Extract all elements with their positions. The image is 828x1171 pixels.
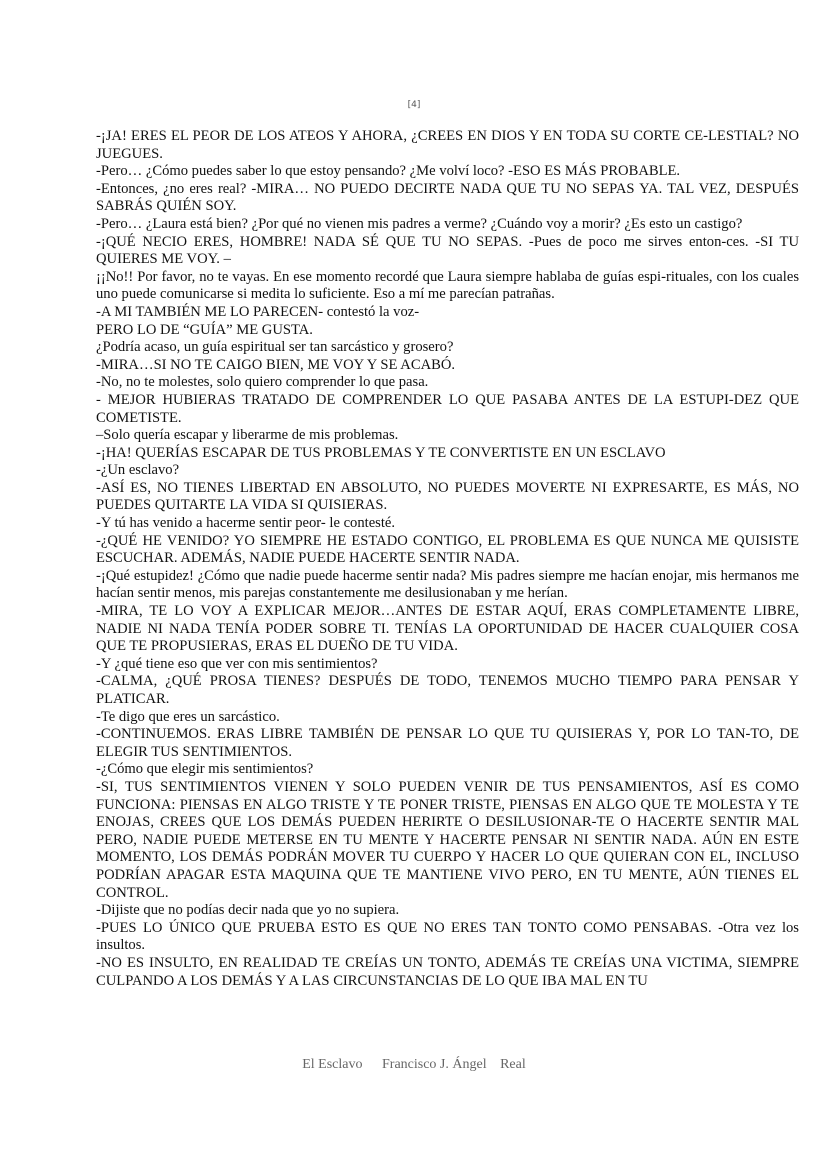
paragraph: -No, no te molestes, solo quiero comprender lo que pasa. [96,374,429,391]
paragraph: -¿Un esclavo? [96,462,180,479]
paragraph: -MIRA, TE LO VOY A EXPLICAR MEJOR…ANTES DE ESTAR AQUÍ, ERAS COMPLETAMENTE LIBRE, NADIE NI NADA TENÍA PODER SOBRE TI. TENÍAS LA OPORTUNIDAD DE HACER CUALQUIER COSA QUE TE PROPUSIERAS, ERAS EL DUEÑO DE TU VIDA. [96,603,799,655]
paragraph: -A MI TAMBIÉN ME LO PARECEN- contestó la voz- [96,303,420,320]
paragraph: -PUES LO ÚNICO QUE PRUEBA ESTO ES QUE NO ERES TAN TONTO COMO PENSABAS. -Otra vez los insultos. [96,919,799,954]
paragraph: -Pero… ¿Cómo puedes saber lo que estoy pensando? ¿Me volví loco? -ESO ES MÁS PROBABLE. [96,163,681,180]
paragraph: -¿QUÉ HE VENIDO? YO SIEMPRE HE ESTADO CONTIGO, EL PROBLEMA ES QUE NUNCA ME QUISISTE ESCUCHAR. ADEMÁS, NADIE PUEDE HACERTE SENTIR NADA. [96,532,799,567]
paragraph: -MIRA…SI NO TE CAIGO BIEN, ME VOY Y SE ACABÓ. [96,356,456,373]
paragraph: -CALMA, ¿QUÉ PROSA TIENES? DESPUÉS DE TODO, TENEMOS MUCHO TIEMPO PARA PENSAR Y PLATICAR. [96,673,799,707]
paragraph: -Entonces, ¿no eres real? -MIRA… NO PUEDO DECIRTE NADA QUE TU NO SEPAS YA. TAL VEZ, DESPUÉS SABRÁS QUIÉN SOY. [96,180,799,215]
footer-publisher: Real [500,1057,526,1072]
paragraph: -SI, TUS SENTIMIENTOS VIENEN Y SOLO PUEDEN VENIR DE TUS PENSAMIENTOS, ASÍ ES COMO FUNCIONA: PIENSAS EN ALGO TRISTE Y TE PONER TRISTE, PIENSAS EN ALGO QUE TE MOLESTA Y TE ENOJAS, CREES QUE LOS DEMÁS PUEDEN HERIRTE O DESILUSIONAR-TE O HACERTE SENTIR MAL PERO, NADIE PUEDE METERSE EN TU MENTE Y HACERTE PENSAR NI SENTIR NADA. AÚN EN ESTE MOMENTO, LOS DEMÁS PODRÁN MOVER TU CUERPO Y HACER LO QUE QUIERAN CON EL, INCLUSO PODRÍAN APAGAR ESTA MAQUINA QUE TE MANTIENE VIVO PERO, EN TU MENTE, AÚN TIENES EL CONTROL. [96,778,799,901]
paragraph: –Solo quería escapar y liberarme de mis problemas. [96,427,399,444]
page-footer [0,1057,828,1073]
paragraph: -Te digo que eres un sarcástico. [96,708,280,725]
paragraph: -¡Qué estupidez! ¿Cómo que nadie puede hacerme sentir nada? Mis padres siempre me hacían enojar, mis hermanos me hacían sentir menos, mis parejas constantemente me desilusionaban y me herían. [96,567,799,602]
paragraph: -¡JA! ERES EL PEOR DE LOS ATEOS Y AHORA, ¿CREES EN DIOS Y EN TODA SU CORTE CE-LESTIAL? NO JUEGUES. [96,128,799,162]
paragraph: -Y ¿qué tiene eso que ver con mis sentimientos? [96,655,378,672]
page-number: [4] [407,100,421,110]
footer-author: Francisco J. Ángel [382,1057,487,1072]
paragraph: -NO ES INSULTO, EN REALIDAD TE CREÍAS UN TONTO, ADEMÁS TE CREÍAS UNA VICTIMA, SIEMPRE CULPANDO A LOS DEMÁS Y A LAS CIRCUNSTANCIAS DE LO QUE IBA MAL EN TU [96,954,799,989]
paragraph: -¡QUÉ NECIO ERES, HOMBRE! NADA SÉ QUE TU NO SEPAS. -Pues de poco me sirves enton-ces. -SI TU QUIERES ME VOY. – [96,233,799,268]
paragraph: -¡HA! QUERÍAS ESCAPAR DE TUS PROBLEMAS Y TE CONVERTISTE EN UN ESCLAVO [96,444,666,461]
paragraph: -¿Cómo que elegir mis sentimientos? [96,761,314,778]
paragraph: ¡¡No!! Por favor, no te vayas. En ese momento recordé que Laura siempre hablaba de guías espi-rituales, con los cuales uno puede comunicarse si medita lo suficiente. Eso a mí me parecían patrañas. [96,268,799,303]
paragraph: -Y tú has venido a hacerme sentir peor- le contesté. [96,515,396,532]
paragraph: -CONTINUEMOS. ERAS LIBRE TAMBIÉN DE PENSAR LO QUE TU QUISIERAS Y, POR LO TAN-TO, DE ELEGIR TUS SENTIMIENTOS. [96,726,799,760]
paragraph: - MEJOR HUBIERAS TRATADO DE COMPRENDER LO QUE PASABA ANTES DE LA ESTUPI-DEZ QUE COMETISTE. [96,391,799,426]
paragraph: -Pero… ¿Laura está bien? ¿Por qué no vienen mis padres a verme? ¿Cuándo voy a morir? ¿Es esto un castigo? [96,215,743,232]
paragraph: -ASÍ ES, NO TIENES LIBERTAD EN ABSOLUTO, NO PUEDES MOVERTE NI EXPRESARTE, ES MÁS, NO PUEDES QUITARTE LA VIDA SI QUISIERAS. [96,479,799,514]
footer-book-title: El Esclavo [302,1057,363,1072]
paragraph: -Dijiste que no podías decir nada que yo no supiera. [96,902,400,919]
paragraph: PERO LO DE “GUÍA” ME GUSTA. [96,321,313,338]
body-text [96,128,799,990]
paragraph: ¿Podría acaso, un guía espiritual ser tan sarcástico y grosero? [96,339,454,356]
